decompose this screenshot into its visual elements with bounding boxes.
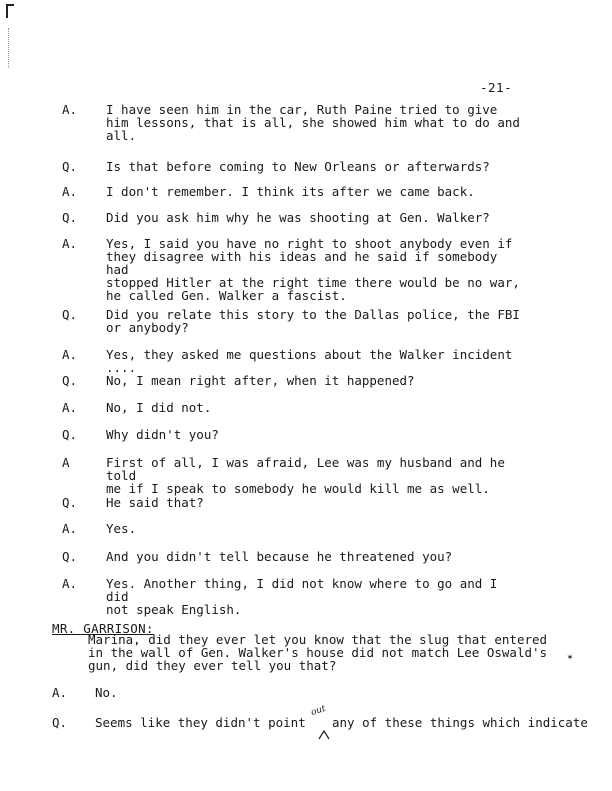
insertion-caret-icon [318, 730, 330, 740]
exchange-text: He said that? [106, 495, 204, 510]
exchange-text: Did you relate this story to the Dallas police, the FBI or anybody? [106, 307, 520, 335]
exchange-text: Did you ask him why he was shooting at Gen. Walker? [106, 210, 490, 225]
exchange-text: I don't remember. I think its after we came back. [106, 184, 475, 199]
exchange-text: No, I mean right after, when it happened? [106, 373, 415, 388]
speaker-label: Q. [62, 307, 78, 322]
exchange-text: No. [95, 685, 118, 700]
speaker-label: A. [62, 347, 78, 362]
exchange-text: Yes, they asked me questions about the Walker incident .... [106, 347, 513, 375]
speaker-label: A. [62, 400, 78, 415]
margin-mark: ✶ [567, 652, 574, 663]
corner-bracket-mark [6, 4, 16, 18]
exchange-text: Yes. Another thing, I did not know where to go and I did not speak English. [106, 576, 498, 617]
speaker-label: A. [62, 521, 78, 536]
speaker-label: A [62, 455, 70, 470]
page-number: -21- [480, 80, 513, 95]
exchange-text: And you didn't tell because he threatened you? [106, 549, 453, 564]
speaker-label: Q. [62, 373, 78, 388]
handwritten-insert: out [309, 703, 328, 719]
speaker-label: Q. [62, 159, 78, 174]
exchange-text: Yes, I said you have no right to shoot anybody even if they disagree with his ideas and he said if somebody had stopped Hitler at the right time there would be no war, he called Gen. Walker a fascist. [106, 236, 520, 303]
speaker-label: Q. [62, 427, 78, 442]
exchange-text: Why didn't you? [106, 427, 219, 442]
speaker-label: A. [62, 576, 78, 591]
speaker-label: A. [52, 685, 68, 700]
exchange-text: No, I did not. [106, 400, 212, 415]
exchange-text: I have seen him in the car, Ruth Paine tried to give him lessons, that is all, she showed him what to do and all. [106, 102, 520, 143]
speaker-label: A. [62, 184, 78, 199]
speaker-label: A. [62, 102, 78, 117]
scan-edge-marks [8, 28, 11, 68]
speaker-label: A. [62, 236, 78, 251]
exchange-text: Yes. [106, 521, 137, 536]
garrison-question: Marina, did they ever let you know that the slug that entered in the wall of Gen. Walker's house did not match Lee Oswald's gun, did they ever tell you that? [88, 632, 548, 673]
speaker-label: Q. [52, 715, 68, 730]
speaker-heading-garrison: MR. GARRISON: [52, 621, 154, 636]
exchange-text: Is that before coming to New Orleans or afterwards? [106, 159, 490, 174]
speaker-label: Q. [62, 210, 78, 225]
exchange-text: First of all, I was afraid, Lee was my husband and he told me if I speak to somebody he would kill me as well. [106, 455, 505, 496]
speaker-label: Q. [62, 549, 78, 564]
exchange-text-before-insert: Seems like they didn't point [95, 715, 306, 730]
speaker-label: Q. [62, 495, 78, 510]
exchange-text-after-insert: any of these things which indicate [332, 715, 588, 730]
